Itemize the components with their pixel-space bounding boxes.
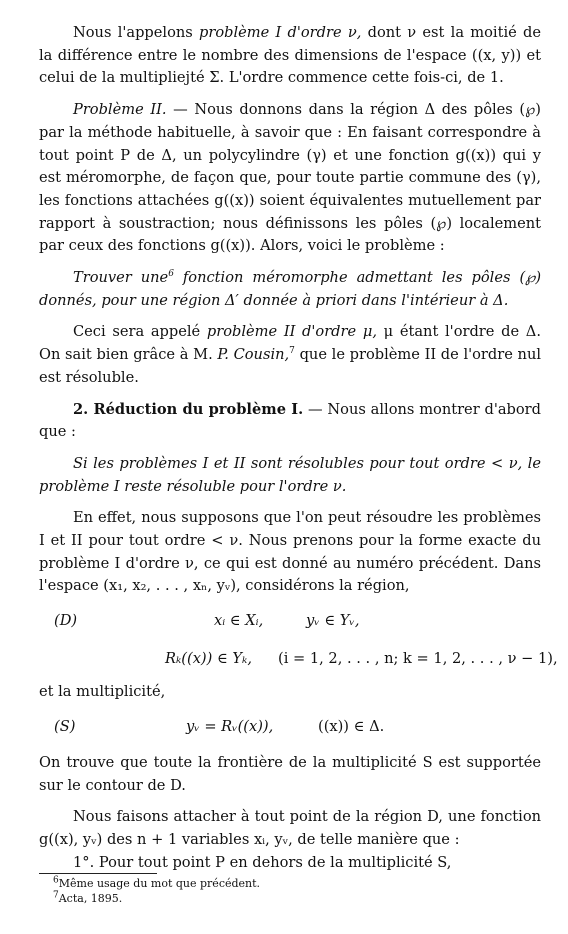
equation-D-line-1: (D) xᵢ ∈ Xᵢ, yᵥ ∈ Yᵥ,	[39, 610, 541, 634]
equation-S: (S) yᵥ = Rᵥ((x)), ((x)) ∈ Δ.	[39, 716, 541, 740]
paragraph-problem-2: Problème II. — Nous donnons dans la région Δ des pôles (℘) par la méthode habituelle, à savoir que : En faisant correspondre à tout point P de Δ, un polycylindre (γ) et une fonction g((x)) qui y est méromorphe, de façon que, pour toute partie commune des (γ), les fonctions attachées g((x)) soient équivalentes mutuellement par rapport à soustraction; nous définissons les pôles (℘) localement par ceux des fonctions g((x)). Alors, voici le problème :	[39, 101, 541, 255]
equation-label-D: (D)	[54, 612, 78, 630]
section-2-heading-paragraph: 2. Réduction du problème I. — Nous allons montrer d'abord que :	[39, 400, 541, 441]
paragraph-8: et la multiplicité,	[39, 683, 166, 701]
paragraph-1: Nous l'appelons problème I d'ordre ν, dont ν est la moitié de la différence entre le nombre des dimensions de l'espace ((x, y)) et celui de la multipliejté Σ. L'ordre commence cette fois-ci, de 1.	[39, 24, 541, 87]
footnote-rule	[39, 873, 157, 874]
paragraph-9: On trouve que toute la frontière de la multiplicité S est supportée sur le contour de D.	[39, 753, 541, 794]
footnote-6: $^6$Même usage du mot que précédent.	[53, 875, 261, 890]
theorem-statement-2: Si les problèmes I et II sont résolubles pour tout ordre < ν, le problème I reste résoluble pour l'ordre ν.	[39, 454, 541, 495]
paragraph-7: En effet, nous supposons que l'on peut résoudre les problèmes I et II pour tout ordre < ν. Nous prenons pour la forme exacte du problème I d'ordre ν, ce qui est donné au numéro précédent. Dans l'espace (x₁, x₂, . . . , xₙ, yᵥ), considérons la région,	[39, 509, 541, 595]
page-body	[39, 22, 558, 874]
equation-D-line-2: Rₖ((x)) ∈ Yₖ, (i = 1, 2, . . . , n; k = 1, 2, . . . , ν − 1),	[165, 650, 558, 668]
footnote-7: $^7$Acta, 1895.	[53, 890, 123, 905]
equation-label-S: (S)	[54, 717, 76, 735]
paragraph-4: Ceci sera appelé problème II d'ordre μ, μ étant l'ordre de Δ. On sait bien grâce à M. P. Cousin,$^7$ que le problème II de l'ordre nul est résoluble.	[39, 323, 542, 386]
footnote-ref-6[interactable]: 6	[168, 269, 174, 280]
footnote-ref-7[interactable]: 7	[289, 346, 295, 357]
paragraph-10: Nous faisons attacher à tout point de la région D, une fonction g((x), yᵥ) des n + 1 variables xᵢ, yᵥ, de telle manière que :	[39, 808, 541, 848]
paragraph-11: 1°. Pour tout point P en dehors de la multiplicité S,	[73, 853, 452, 871]
section-heading: 2. Réduction du problème I.	[73, 400, 304, 418]
theorem-statement-1: Trouver une$^6$ fonction méromorphe admettant les pôles (℘) donnés, pour une région Δ′ donnée à priori dans l'intérieur à Δ.	[39, 269, 542, 309]
